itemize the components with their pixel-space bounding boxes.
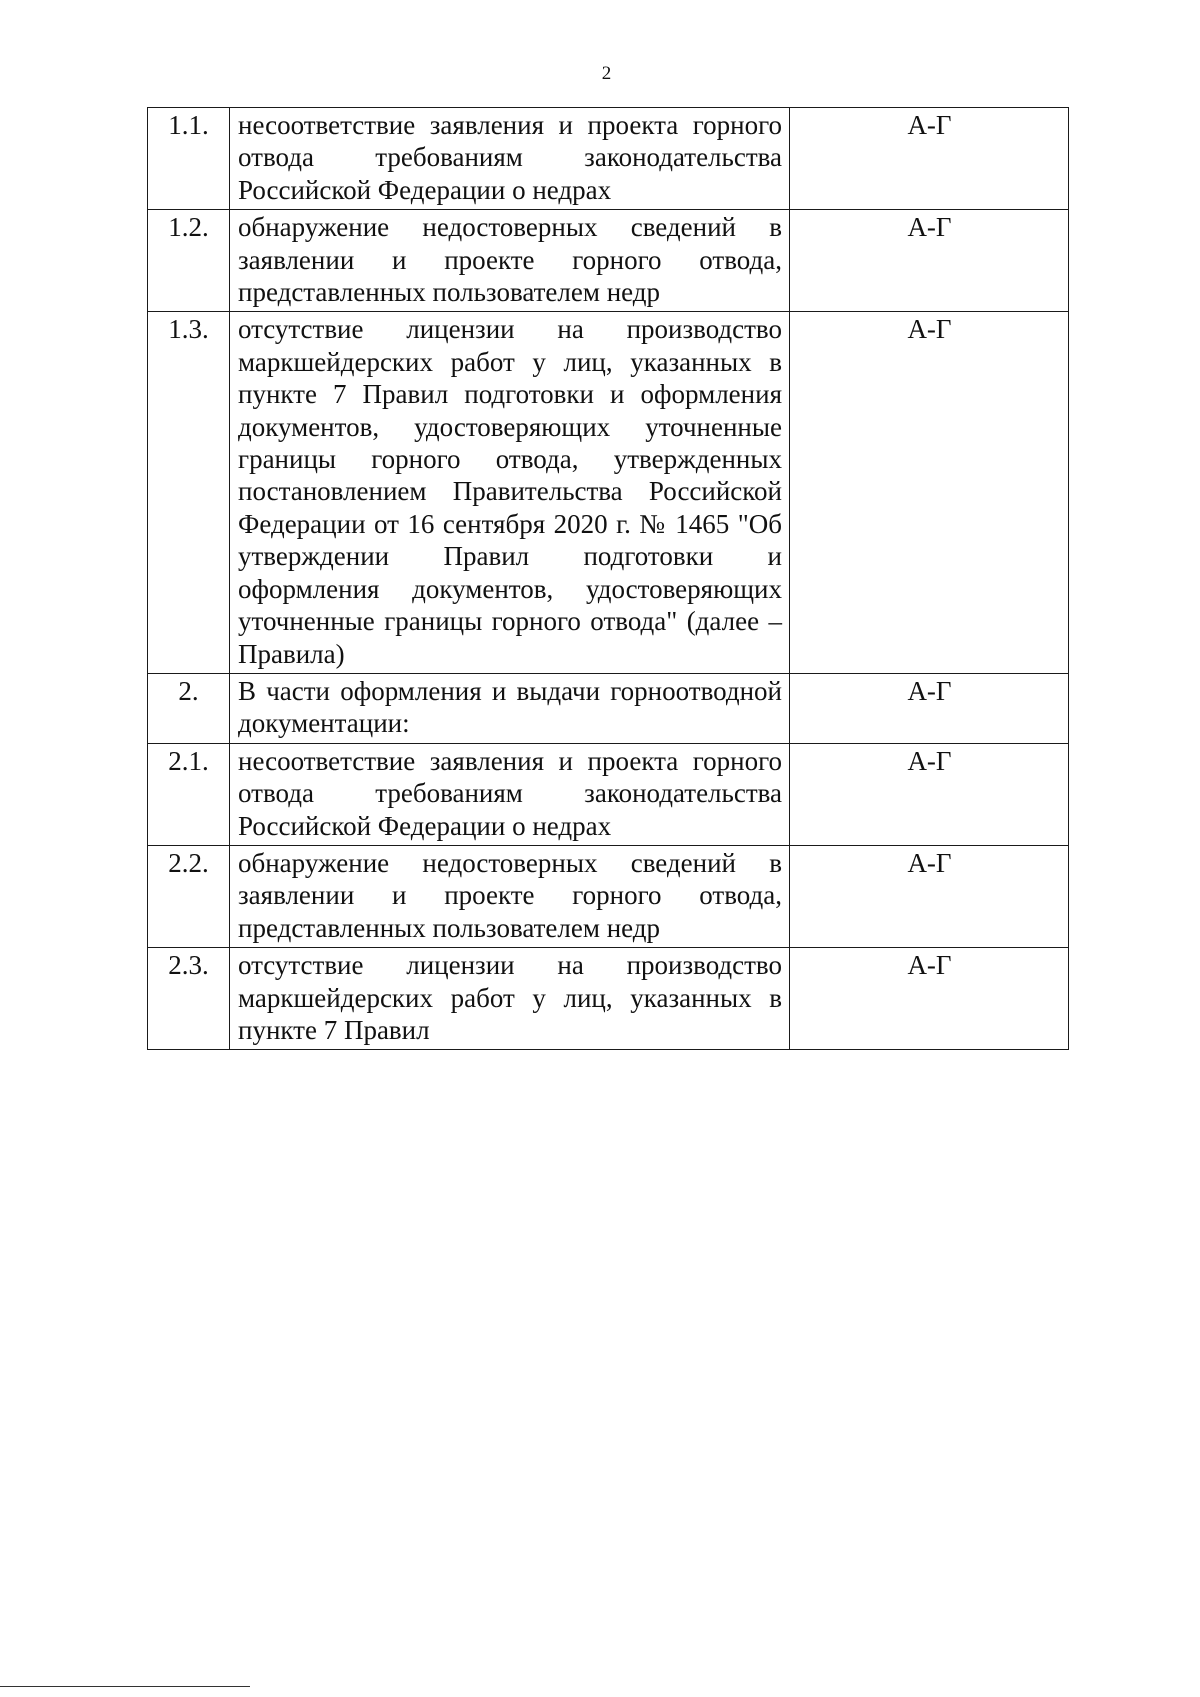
table-row xyxy=(148,845,1069,947)
item-code: А-Г xyxy=(790,108,1069,210)
table-row xyxy=(148,108,1069,210)
footer-divider xyxy=(0,1686,250,1687)
item-number: 2. xyxy=(148,673,230,743)
table-row xyxy=(148,312,1069,673)
table-row xyxy=(148,948,1069,1050)
item-code: А-Г xyxy=(790,845,1069,947)
item-code: А-Г xyxy=(790,210,1069,312)
item-number: 2.1. xyxy=(148,743,230,845)
item-number: 2.2. xyxy=(148,845,230,947)
item-text: несоответствие заявления и проекта горного отвода требованиям законодательства Российской Федерации о недрах xyxy=(230,108,790,210)
item-number: 1.1. xyxy=(148,108,230,210)
item-code: А-Г xyxy=(790,948,1069,1050)
item-text: В части оформления и выдачи горноотводной документации: xyxy=(230,673,790,743)
table-row xyxy=(148,743,1069,845)
item-code: А-Г xyxy=(790,673,1069,743)
item-number: 1.2. xyxy=(148,210,230,312)
item-text: обнаружение недостоверных сведений в заявлении и проекте горного отвода, представленных пользователем недр xyxy=(230,210,790,312)
table-row xyxy=(148,673,1069,743)
item-text: несоответствие заявления и проекта горного отвода требованиям законодательства Российской Федерации о недрах xyxy=(230,743,790,845)
item-text: отсутствие лицензии на производство маркшейдерских работ у лиц, указанных в пункте 7 Правил подготовки и оформления документов, удостоверяющих уточненные границы горного отвода, утвержденных постановлением Правительства Российской Федерации от 16 сентября 2020 г. № 1465 "Об утверждении Правил подготовки и оформления документов, удостоверяющих уточненные границы горного отвода" (далее – Правила) xyxy=(230,312,790,673)
item-text: отсутствие лицензии на производство маркшейдерских работ у лиц, указанных в пункте 7 Правил xyxy=(230,948,790,1050)
table-row xyxy=(148,210,1069,312)
page-number: 2 xyxy=(601,63,612,84)
item-text: обнаружение недостоверных сведений в заявлении и проекте горного отвода, представленных пользователем недр xyxy=(230,845,790,947)
item-number: 2.3. xyxy=(148,948,230,1050)
item-code: А-Г xyxy=(790,743,1069,845)
item-code: А-Г xyxy=(790,312,1069,673)
item-number: 1.3. xyxy=(148,312,230,673)
requirements-table xyxy=(147,107,1069,1050)
